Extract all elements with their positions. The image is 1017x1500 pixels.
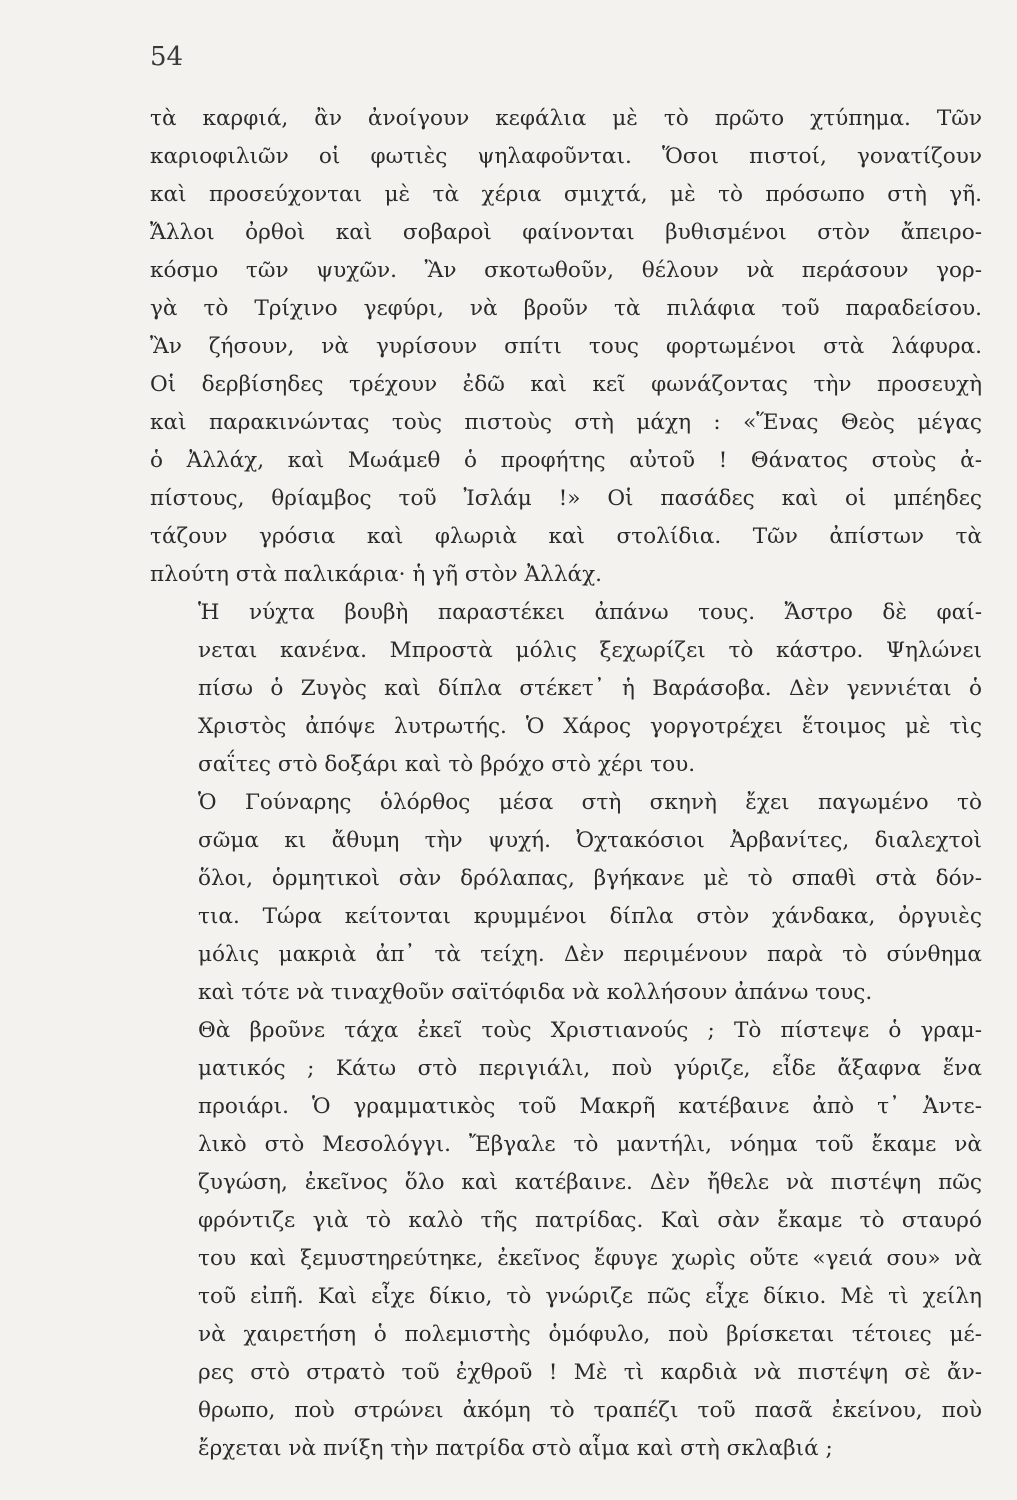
text-line: καὶ παρακινώντας τοὺς πιστοὺς στὴ μάχη : «Ἕνας Θεὸς μέγας — [150, 410, 982, 435]
text-line: Ἄλλοι ὀρθοὶ καὶ σοβαροὶ φαίνονται βυθισμένοι στὸν ἄπειρο- — [150, 220, 982, 245]
page-number: 54 — [150, 42, 184, 72]
text-line: ἔρχεται νὰ πνίξη τὴν πατρίδα στὸ αἷμα καὶ στὴ σκλαβιά ; — [198, 1436, 833, 1461]
text-line: τὰ καρφιά, ἂν ἀνοίγουν κεφάλια μὲ τὸ πρῶτο χτύπημα. Τῶν — [150, 106, 982, 131]
text-line: λικὸ στὸ Μεσολόγγι. Ἔβγαλε τὸ μαντήλι, νόημα τοῦ ἔκαμε νὰ — [198, 1132, 982, 1157]
text-line: ὅλοι, ὁρμητικοὶ σὰν δρόλαπας, βγήκανε μὲ τὸ σπαθὶ στὰ δόν- — [198, 866, 982, 891]
text-line: φρόντιζε γιὰ τὸ καλὸ τῆς πατρίδας. Καὶ σὰν ἔκαμε τὸ σταυρό — [198, 1208, 982, 1233]
text-line: τάζουν γρόσια καὶ φλωριὰ καὶ στολίδια. Τῶν ἀπίστων τὰ — [150, 524, 982, 549]
text-line: καὶ τότε νὰ τιναχθοῦν σαϊτόφιδα νὰ κολλήσουν ἀπάνω τους. — [198, 980, 873, 1005]
paragraph — [150, 784, 982, 1012]
text-line: νεται κανένα. Μπροστὰ μόλις ξεχωρίζει τὸ κάστρο. Ψηλώνει — [198, 638, 982, 663]
text-line: μόλις μακριὰ ἀπ᾽ τὰ τείχη. Δὲν περιμένουν παρὰ τὸ σύνθημα — [198, 942, 982, 967]
text-line: ματικός ; Κάτω στὸ περιγιάλι, ποὺ γύριζε, εἶδε ἄξαφνα ἕνα — [198, 1056, 982, 1081]
text-line: ὁ Ἀλλάχ, καὶ Μωάμεθ ὁ προφήτης αὐτοῦ ! Θάνατος στοὺς ἀ- — [150, 448, 982, 473]
text-line: σαΐτες στὸ δοξάρι καὶ τὸ βρόχο στὸ χέρι του. — [198, 752, 696, 777]
text-line: ζυγώση, ἐκεῖνος ὅλο καὶ κατέβαινε. Δὲν ἤθελε νὰ πιστέψη πῶς — [198, 1170, 982, 1195]
text-line: πίστους, θρίαμβος τοῦ Ἰσλάμ !» Οἱ πασάδες καὶ οἱ μπέηδες — [150, 486, 982, 511]
body-text — [150, 100, 982, 1468]
text-line: Ἡ νύχτα βουβὴ παραστέκει ἀπάνω τους. Ἄστρο δὲ φαί- — [198, 600, 982, 625]
text-line: του καὶ ξεμυστηρεύτηκε, ἐκεῖνος ἔφυγε χωρὶς οὔτε «γειά σου» νὰ — [198, 1246, 982, 1271]
paragraph — [150, 100, 982, 594]
paragraph — [150, 594, 982, 784]
text-line: ρες στὸ στρατὸ τοῦ ἐχθροῦ ! Μὲ τὶ καρδιὰ νὰ πιστέψη σὲ ἄν- — [198, 1360, 982, 1385]
text-line: προιάρι. Ὁ γραμματικὸς τοῦ Μακρῆ κατέβαινε ἀπὸ τ᾽ Ἀντε- — [198, 1094, 982, 1119]
text-line: θρωπο, ποὺ στρώνει ἀκόμη τὸ τραπέζι τοῦ πασᾶ ἐκείνου, ποὺ — [198, 1398, 982, 1423]
text-line: Οἱ δερβίσηδες τρέχουν ἐδῶ καὶ κεῖ φωνάζοντας τὴν προσευχὴ — [150, 372, 982, 397]
text-line: σῶμα κι ἄθυμη τὴν ψυχή. Ὀχτακόσιοι Ἀρβανίτες, διαλεχτοὶ — [198, 828, 982, 853]
text-line: πλούτη στὰ παλικάρια· ἡ γῆ στὸν Ἀλλάχ. — [150, 562, 603, 587]
paragraph — [150, 1012, 982, 1468]
text-line: πίσω ὁ Ζυγὸς καὶ δίπλα στέκετ᾽ ἡ Βαράσοβα. Δὲν γεννιέται ὁ — [198, 676, 982, 701]
text-line: Ὁ Γούναρης ὁλόρθος μέσα στὴ σκηνὴ ἔχει παγωμένο τὸ — [198, 790, 982, 815]
text-line: Χριστὸς ἀπόψε λυτρωτής. Ὁ Χάρος γοργοτρέχει ἕτοιμος μὲ τὶς — [198, 714, 982, 739]
text-line: Θὰ βροῦνε τάχα ἐκεῖ τοὺς Χριστιανούς ; Τὸ πίστεψε ὁ γραμ- — [198, 1018, 982, 1043]
text-line: τοῦ εἰπῆ. Καὶ εἶχε δίκιο, τὸ γνώριζε πῶς εἶχε δίκιο. Μὲ τὶ χείλη — [198, 1284, 982, 1309]
text-line: γὰ τὸ Τρίχινο γεφύρι, νὰ βροῦν τὰ πιλάφια τοῦ παραδείσου. — [150, 296, 982, 321]
text-line: κόσμο τῶν ψυχῶν. Ἂν σκοτωθοῦν, θέλουν νὰ περάσουν γορ- — [150, 258, 982, 283]
text-line: Ἂν ζήσουν, νὰ γυρίσουν σπίτι τους φορτωμένοι στὰ λάφυρα. — [150, 334, 982, 359]
text-line: τια. Τώρα κείτονται κρυμμένοι δίπλα στὸν χάνδακα, ὀργυιὲς — [198, 904, 982, 929]
text-line: νὰ χαιρετήση ὁ πολεμιστὴς ὁμόφυλο, ποὺ βρίσκεται τέτοιες μέ- — [198, 1322, 982, 1347]
text-line: καὶ προσεύχονται μὲ τὰ χέρια σμιχτά, μὲ τὸ πρόσωπο στὴ γῆ. — [150, 182, 982, 207]
text-line: καριοφιλιῶν οἱ φωτιὲς ψηλαφοῦνται. Ὅσοι πιστοί, γονατίζουν — [150, 144, 982, 169]
